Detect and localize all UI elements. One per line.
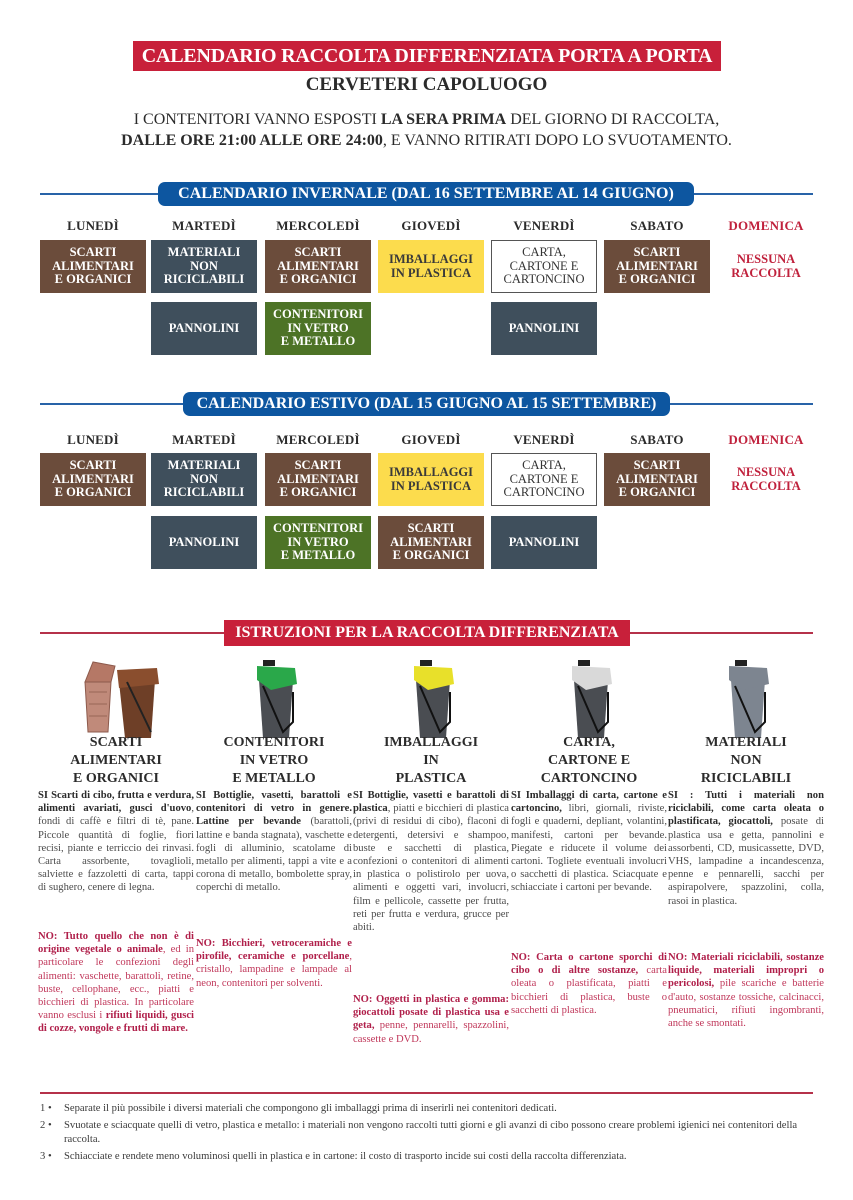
no-label: NO bbox=[511, 952, 527, 963]
winter-collection-cell: CARTA, CARTONE E CARTONCINO bbox=[491, 240, 597, 293]
no-bold-text: Oggetti in plastica e gomma: giocattoli posate di plastica usa e geta, bbox=[353, 994, 509, 1032]
summer-day-header: SABATO bbox=[630, 432, 684, 447]
waste-bin-icon bbox=[221, 652, 327, 744]
winter-collection-cell: PANNOLINI bbox=[491, 302, 597, 355]
winter-calendar-title: CALENDARIO INVERNALE (DAL 16 SETTEMBRE AL 14 GIUGNO) bbox=[158, 182, 694, 206]
accepted-items-text bbox=[668, 789, 824, 908]
no-bold-text-2: rifiuti liquidi, gusci di cozze, vongole e frutti di mare. bbox=[38, 1010, 194, 1035]
summer-collection-cell: SCARTI ALIMENTARI E ORGANICI bbox=[265, 453, 371, 506]
si-label: SI : bbox=[668, 790, 694, 801]
note-text: Separate il più possibile i diversi materiali che compongono gli imballaggi prima di inserirli nei contenitori dedicati. bbox=[64, 1103, 557, 1114]
summer-day-header: MARTEDÌ bbox=[172, 432, 236, 447]
intro-text bbox=[0, 109, 853, 151]
accepted-items-text bbox=[353, 789, 509, 934]
no-bold-text: Carta o cartone sporchi di cibo o di altre sostanze, bbox=[511, 952, 667, 977]
summer-collection-cell: NESSUNA RACCOLTA bbox=[731, 465, 801, 493]
waste-bin-icon bbox=[63, 652, 169, 744]
category-title: CARTA, CARTONE E CARTONCINO bbox=[540, 735, 638, 786]
intro-line1-c: DEL GIORNO DI RACCOLTA, bbox=[506, 111, 720, 128]
no-bold-text: Materiali riciclabili, sostanze liquide, materiali impropri o pericolosi, bbox=[668, 952, 824, 990]
summer-collection-cell: CONTENITORI IN VETRO E METALLO bbox=[265, 516, 371, 569]
no-text: , cristallo, lampadine e lampade al neon, contenitori per solventi. bbox=[196, 951, 352, 989]
si-bold-text: Bottiglie, vasetti, barattoli e contenitori di vetro in genere. Lattine per bevande bbox=[196, 790, 352, 828]
summer-collection-cell: PANNOLINI bbox=[491, 516, 597, 569]
winter-day-header: LUNEDÌ bbox=[67, 218, 119, 233]
si-label: SI bbox=[511, 790, 522, 801]
category-title: SCARTI ALIMENTARI E ORGANICI bbox=[70, 735, 162, 786]
note-text: Schiacciate e rendete meno voluminosi quelli in plastica e in cartone: il costo di trasporto incide sui costi della raccolta differenziata. bbox=[64, 1150, 627, 1162]
winter-day-header: MARTEDÌ bbox=[172, 218, 236, 233]
summer-collection-cell: SCARTI ALIMENTARI E ORGANICI bbox=[604, 453, 710, 506]
si-label: SI bbox=[38, 790, 49, 801]
winter-collection-cell: SCARTI ALIMENTARI E ORGANICI bbox=[604, 240, 710, 293]
winter-day-header: MERCOLEDÌ bbox=[276, 218, 360, 233]
si-bold-text: Imballaggi di carta, cartone e cartoncino, bbox=[511, 790, 668, 815]
winter-collection-cell: IMBALLAGGI IN PLASTICA bbox=[378, 240, 484, 293]
intro-line1-bold: LA SERA PRIMA bbox=[380, 111, 507, 128]
organic-small-bin-icon bbox=[85, 662, 115, 732]
intro-line1-a: I CONTENITORI VANNO ESPOSTI bbox=[133, 111, 381, 128]
si-bold-text: Scarti di cibo, frutta e verdura, alimenti avariati, gusci d'uovo bbox=[38, 790, 194, 815]
summer-collection-cell: SCARTI ALIMENTARI E ORGANICI bbox=[378, 516, 484, 569]
excluded-items-text: NO: Materiali riciclabili, sostanze liquide, materiali impropri o pericolosi, pile scariche e batterie d'auto, sostanze tossiche, calcinacci, pneumatici, rifiuti ingombranti, anche se smontati. bbox=[668, 952, 824, 1030]
notes-list bbox=[40, 1102, 820, 1166]
si-label: SI bbox=[353, 790, 364, 801]
no-label: NO bbox=[353, 994, 369, 1005]
si-bold-text: Bottiglie, vasetti e barattoli di plastica bbox=[353, 790, 509, 815]
si-label: SI bbox=[196, 790, 207, 801]
note-number: 2 • bbox=[40, 1119, 52, 1131]
page-subtitle: CERVETERI CAPOLUOGO bbox=[305, 74, 548, 95]
winter-collection-cell: MATERIALI NON RICICLABILI bbox=[151, 240, 257, 293]
summer-day-header: LUNEDÌ bbox=[67, 432, 119, 447]
note-item bbox=[40, 1102, 820, 1117]
excluded-items-text: NO: Oggetti in plastica e gomma: giocattoli posate di plastica usa e geta, penne, pennarelli, spazzolini, cassette e DVD. bbox=[353, 994, 509, 1045]
intro-line2-bold: DALLE ORE 21:00 ALLE ORE 24:00 bbox=[121, 132, 383, 149]
winter-day-header: DOMENICA bbox=[728, 218, 804, 233]
summer-collection-cell: MATERIALI NON RICICLABILI bbox=[151, 453, 257, 506]
si-text: libri, giornali, riviste, fogli e quaderni, depliant, volantini, manifesti, cartoni per bevande. Piegate e riducete il volume dei cartoni. Togliete eventuali involucri o sacchetti di plastica. Sciacquate e schiacciate i cartoni per bevande. bbox=[511, 803, 667, 894]
winter-day-header: SABATO bbox=[630, 218, 684, 233]
no-text: penne, pennarelli, spazzolini, cassette e DVD. bbox=[353, 1020, 509, 1045]
summer-collection-cell: IMBALLAGGI IN PLASTICA bbox=[378, 453, 484, 506]
note-item bbox=[40, 1150, 820, 1165]
si-text: , fondi di caffè e filtri di tè, pane. Piccole quantità di foglie, fiori recisi, piante e terriccio dei rinvasi. Carta assorbente, tovaglioli, salviette e fazzoletti di carta, tappi di sughero, cenere di legna. bbox=[38, 803, 194, 894]
summer-day-header: VENERDÌ bbox=[513, 432, 575, 447]
category-title: CONTENITORI IN VETRO E METALLO bbox=[223, 735, 325, 786]
summer-day-header: DOMENICA bbox=[728, 432, 804, 447]
excluded-items-text: NO: Carta o cartone sporchi di cibo o di altre sostanze, carta oleata o plastificata, piatti e bicchieri di plastica, buste o sacchetti di plastica. bbox=[511, 952, 667, 1016]
no-text: carta oleata o plastificata, piatti e bicchieri di plastica, buste o sacchetti di plastica. bbox=[511, 965, 667, 1016]
summer-day-header: MERCOLEDÌ bbox=[276, 432, 360, 447]
waste-bin-icon bbox=[536, 652, 642, 744]
notes-divider bbox=[40, 1092, 813, 1094]
note-number: 3 • bbox=[40, 1150, 52, 1162]
accepted-items-text bbox=[511, 789, 667, 895]
no-text: , ed in particolare le confezioni degli alimenti: vaschette, barattoli, retine, buste, cellophane, ecc., piatti e bicchieri di plastica. In particolare vanno esclusi i bbox=[38, 944, 194, 1022]
intro-line2-b: , E VANNO RITIRATI DOPO LO SVUOTAMENTO. bbox=[382, 132, 732, 149]
excluded-items-text: NO: Bicchieri, vetroceramiche e pirofile, ceramiche e porcellane, cristallo, lampadine e lampade al neon, contenitori per solventi. bbox=[196, 938, 352, 989]
summer-collection-cell: SCARTI ALIMENTARI E ORGANICI bbox=[40, 453, 146, 506]
winter-collection-cell: NESSUNA RACCOLTA bbox=[731, 252, 801, 280]
si-bold-text: Tutti i materiali non riciclabili, come carta oleata o plastificata, giocattoli, bbox=[668, 790, 824, 828]
si-text: (barattoli, lattine e banda stagnata), vaschette e fogli di alluminio, scatolame di metallo per alimenti, tappi a vite e a corona di metallo, bombolette spray, coperchi di metallo. bbox=[196, 816, 353, 894]
summer-collection-cell: CARTA, CARTONE E CARTONCINO bbox=[491, 453, 597, 506]
si-text: posate di plastica usa e getta, pannolini e assorbenti, CD, musicassette, DVD, VHS, lampadine a incandescenza, penne e pennarelli, sacchi per aspirapolvere, spazzolini, colla, rasoi in plastica. bbox=[668, 816, 824, 907]
summer-collection-cell: PANNOLINI bbox=[151, 516, 257, 569]
winter-collection-cell: SCARTI ALIMENTARI E ORGANICI bbox=[40, 240, 146, 293]
no-label: NO bbox=[668, 952, 684, 963]
note-text: Svuotate e sciacquate quelli di vetro, plastica e metallo: i materiali non vengono raccolti tutti giorni e gli avanzi di cibo possono creare problemi igienici nei contenitori della raccolta. bbox=[64, 1119, 798, 1145]
summer-day-header: GIOVEDÌ bbox=[401, 432, 461, 447]
instructions-title: ISTRUZIONI PER LA RACCOLTA DIFFERENZIATA bbox=[224, 620, 630, 646]
excluded-items-text: NO: Tutto quello che non è di origine vegetale o animale, ed in particolare le confezioni degli alimenti: vaschette, barattoli, retine, buste, cellophane, ecc., piatti e bicchieri di plastica. In particolare vanno esclusi i rifiuti liquidi, gusci di cozze, vongole e frutti di mare. bbox=[38, 931, 194, 1035]
winter-collection-cell: CONTENITORI IN VETRO E METALLO bbox=[265, 302, 371, 355]
no-label: NO bbox=[38, 931, 54, 942]
si-text: , piatti e bicchieri di plastica (privi di residui di cibo), flaconi di detergenti, detersivi e shampoo, buste e sacchetti di plastica, confezioni o contenitori di alimenti in plastica o polistirolo per uova, alimenti e oggetti vari, involucri, film e pellicole, cassette per frutta, reti per frutta e verdura, grucce per abiti. bbox=[353, 803, 509, 934]
no-bold-text: Bicchieri, vetroceramiche e pirofile, ceramiche e porcellane bbox=[196, 938, 352, 963]
organic-large-bin-icon bbox=[117, 668, 159, 738]
accepted-items-text bbox=[38, 789, 194, 895]
waste-bin-icon bbox=[378, 652, 484, 744]
no-text: pile scariche e batterie d'auto, sostanze tossiche, calcinacci, pneumatici, rifiuti ingombranti, anche se smontati. bbox=[668, 978, 824, 1030]
winter-collection-cell: SCARTI ALIMENTARI E ORGANICI bbox=[265, 240, 371, 293]
winter-day-header: VENERDÌ bbox=[513, 218, 575, 233]
waste-bin-icon bbox=[693, 652, 799, 744]
category-title: IMBALLAGGI IN PLASTICA bbox=[383, 735, 479, 786]
no-bold-text: Tutto quello che non è di origine vegetale o animale bbox=[38, 931, 194, 956]
accepted-items-text bbox=[196, 789, 352, 895]
page-title: CALENDARIO RACCOLTA DIFFERENZIATA PORTA A PORTA bbox=[133, 41, 721, 71]
no-label: NO bbox=[196, 938, 212, 949]
note-item bbox=[40, 1119, 820, 1148]
note-number: 1 • bbox=[40, 1103, 52, 1114]
summer-calendar-title: CALENDARIO ESTIVO (DAL 15 GIUGNO AL 15 SETTEMBRE) bbox=[183, 392, 670, 416]
category-title: MATERIALI NON RICICLABILI bbox=[700, 735, 792, 786]
winter-day-header: GIOVEDÌ bbox=[401, 218, 461, 233]
winter-collection-cell: PANNOLINI bbox=[151, 302, 257, 355]
